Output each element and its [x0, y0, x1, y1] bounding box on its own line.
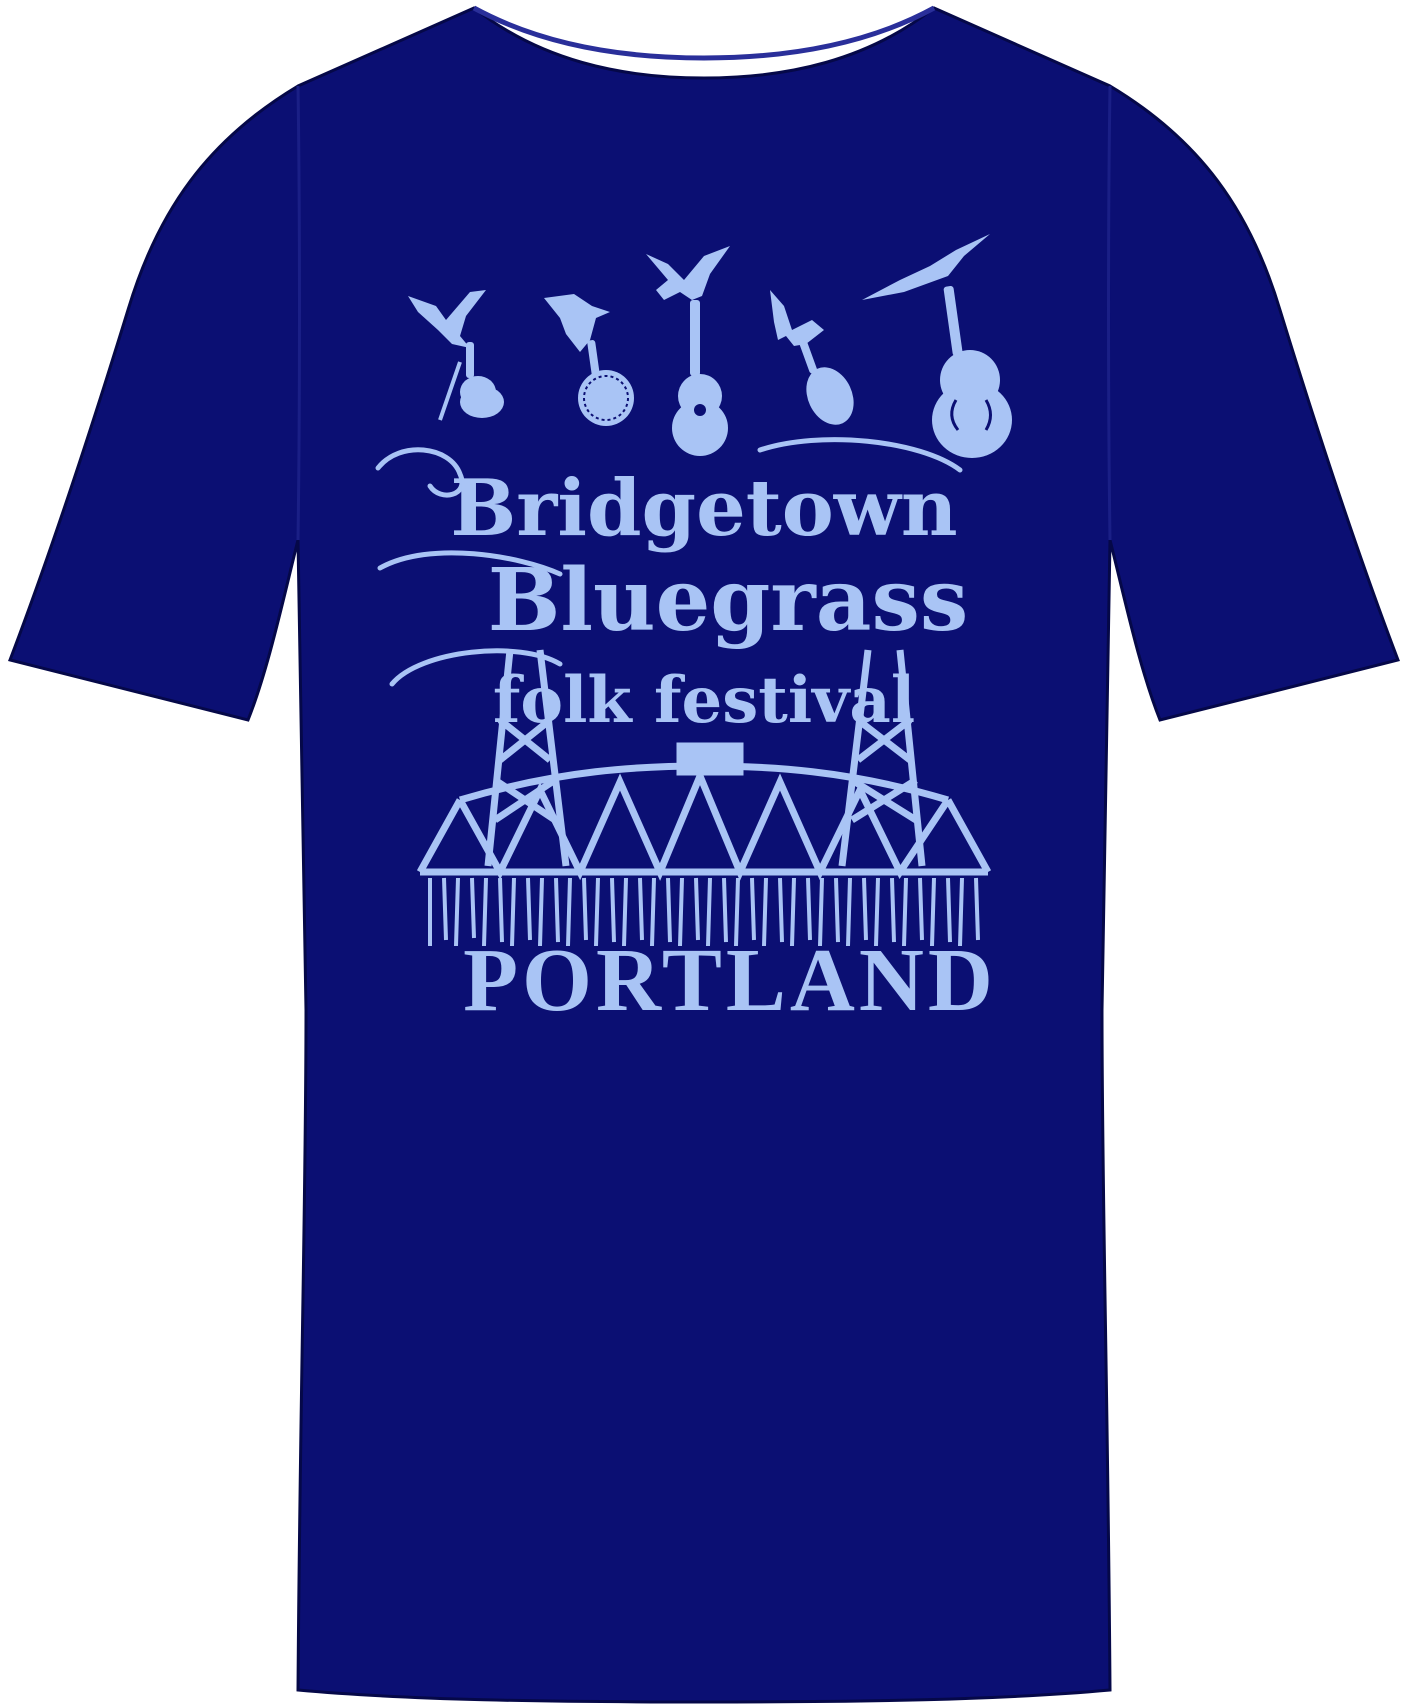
- bridge-control-house: [680, 746, 740, 772]
- title-line-bluegrass: Bluegrass: [487, 550, 969, 651]
- right-sleeve-seam: [1109, 86, 1111, 540]
- title-line-bridgetown: Bridgetown: [450, 463, 958, 554]
- left-sleeve-seam: [298, 86, 300, 540]
- city-portland: PORTLAND: [463, 931, 997, 1030]
- title-line-folk-festival: folk festival: [492, 663, 916, 738]
